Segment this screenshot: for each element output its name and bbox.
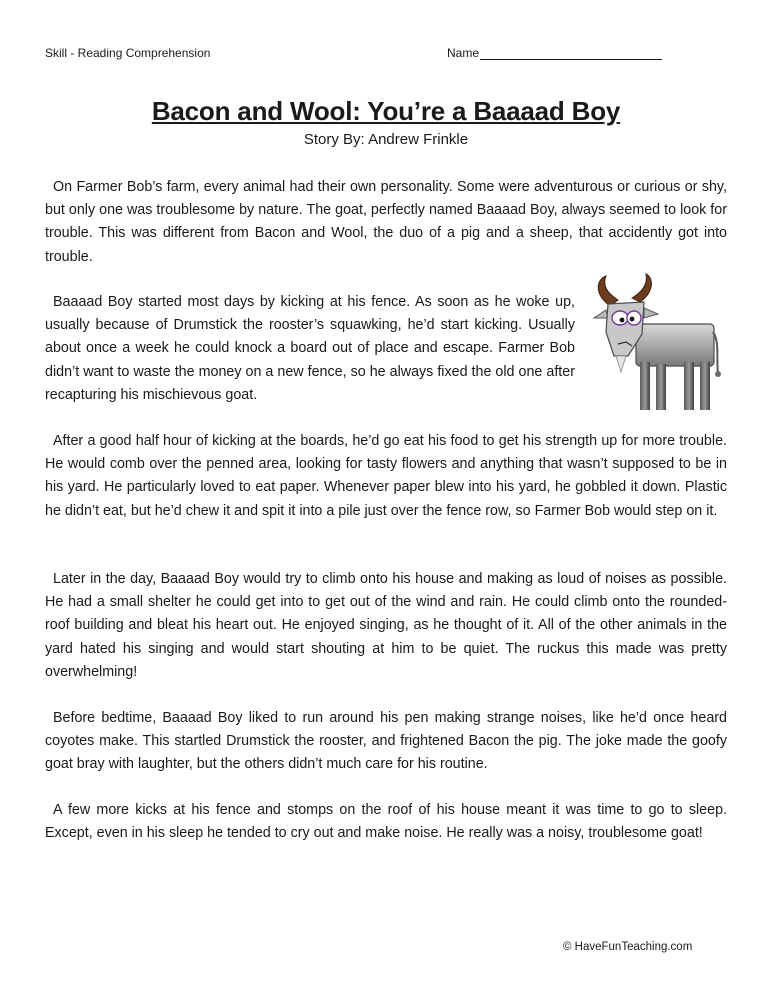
story-paragraph-2: Baaaad Boy started most days by kicking at his fence. As soon as he woke up, usually because of Drumstick the rooster’s squawking, he’d start kicking. Usually about once a week he could knock a board out of place and escape. Farmer Bob didn’t want to waste the money on a new fence, so he always fixed the old one after recapturing his mischievous goat. <box>45 294 575 403</box>
story-paragraph-4: Later in the day, Baaaad Boy would try to climb onto his house and making as loud of noises as possible. He had a small shelter he could get into to get out of the wind and rain. He could climb onto the rounded-roof building and bleat his heart out. He enjoyed singing, as he thought of it. All of the other animals in the yard hated his singing and would start shouting at him to be quiet. The ruckus this made was pretty overwhelming! <box>45 571 727 680</box>
story-paragraph-6: A few more kicks at his fence and stomps on the roof of his house meant it was time to go to sleep. Except, even in his sleep he tended to cry out and make noise. He really was a noisy, troublesome goat! <box>45 802 727 842</box>
story-paragraph-3: After a good half hour of kicking at the boards, he’d go eat his food to get his strength up for more trouble. He would comb over the penned area, looking for tasty flowers and anything that wasn’t supposed to be in his yard. He particularly loved to eat paper. Whenever paper blew into his yard, he gobbled it down. Plastic he didn’t eat, but he’d chew it and spit it into a pile just over the fence row, so Farmer Bob would step on it. <box>45 433 727 519</box>
goat-illustration <box>588 272 728 414</box>
copyright-footer: © HaveFunTeaching.com <box>563 941 693 953</box>
story-title: Bacon and Wool: You’re a Baaaad Boy <box>151 96 621 126</box>
story-paragraph-5: Before bedtime, Baaaad Boy liked to run around his pen making strange noises, like he’d once heard coyotes make. This startled Drumstick the rooster, and frightened Bacon the pig. The joke made the goofy goat bray with laughter, but the others didn’t much care for his routine. <box>45 710 727 773</box>
story-byline: Story By: Andrew Frinkle <box>303 131 469 148</box>
story-paragraph-1: On Farmer Bob’s farm, every animal had their own personality. Some were adventurous or curious or shy, but only one was troublesome by nature. The goat, perfectly named Baaaad Boy, always seemed to look for trouble. This was different from Bacon and Wool, the duo of a pig and a sheep, that accidently got into trouble. <box>45 179 727 265</box>
name-label: Name <box>447 46 480 60</box>
name-blank-line <box>480 47 662 60</box>
name-field <box>447 46 662 60</box>
skill-label: Skill - Reading Comprehension <box>45 46 211 60</box>
